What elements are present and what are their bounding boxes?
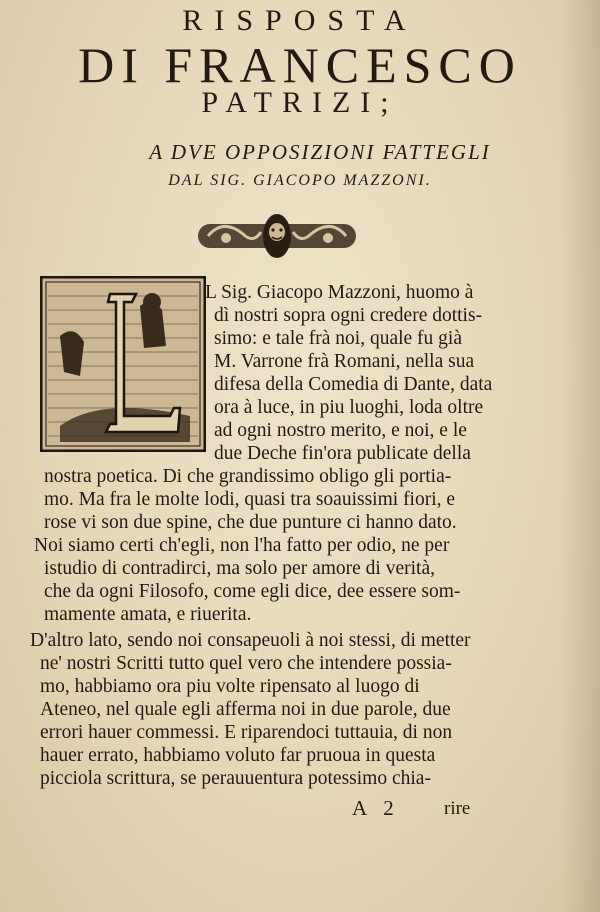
title-line-1: RISPOSTA xyxy=(182,4,418,37)
body-line: errori hauer commessi. E riparendoci tuttauia, di non xyxy=(40,722,453,743)
body-line: mamente amata, e riuerita. xyxy=(44,604,252,625)
subtitle-line-1: A DVE OPPOSIZIONI FATTEGLI xyxy=(149,140,491,164)
page-edge-shadow xyxy=(560,0,600,912)
body-line: ora à luce, in piu luoghi, loda oltre xyxy=(214,397,484,418)
body-line: hauer errato, habbiamo voluto far pruoua in questa xyxy=(40,745,436,766)
body-line: M. Varrone frà Romani, nella sua xyxy=(214,351,475,372)
title-line-3: PATRIZI; xyxy=(201,86,399,119)
body-line: Noi siamo certi ch'egli, non l'ha fatto per odio, ne per xyxy=(34,535,450,556)
body-line: ad ogni nostro merito, e noi, e le xyxy=(214,420,467,441)
body-line: mo, habbiamo ora piu volte ripensato al luogo di xyxy=(40,676,420,697)
catchword: rire xyxy=(444,798,471,819)
subtitle-line-2: DAL SIG. GIACOPO MAZZONI. xyxy=(168,172,432,189)
body-line: L Sig. Giacopo Mazzoni, huomo à xyxy=(205,282,474,303)
headpiece-ornament-icon xyxy=(198,210,356,262)
signature-mark: A 2 xyxy=(352,796,400,820)
woodcut-initial-l xyxy=(40,276,206,452)
body-line: ne' nostri Scritti tutto quel vero che intendere possia- xyxy=(40,653,452,674)
body-line: difesa della Comedia di Dante, data xyxy=(214,374,493,395)
body-line: mo. Ma fra le molte lodi, quasi tra soauissimi fiori, e xyxy=(44,489,456,510)
body-line: dì nostri sopra ogni credere dottis- xyxy=(214,305,483,326)
body-line: due Deche fin'ora publicate della xyxy=(214,443,471,464)
body-line: che da ogni Filosofo, come egli dice, dee essere som- xyxy=(44,581,461,602)
body-line: D'altro lato, sendo noi consapeuoli à noi stessi, di metter xyxy=(30,630,471,651)
title-line-2: DI FRANCESCO xyxy=(78,37,522,93)
body-line: Ateneo, nel quale egli afferma noi in due parole, due xyxy=(40,699,451,720)
body-line: nostra poetica. Di che grandissimo obligo gli portia- xyxy=(44,466,452,487)
body-line: picciola scrittura, se perauuentura potessimo chia- xyxy=(40,768,431,789)
body-line: simo: e tale frà noi, quale fu già xyxy=(214,328,462,349)
body-line: rose vi son due spine, che due punture ci hanno dato. xyxy=(44,512,457,533)
body-line: istudio di contradirci, ma solo per amore di verità, xyxy=(44,558,435,579)
